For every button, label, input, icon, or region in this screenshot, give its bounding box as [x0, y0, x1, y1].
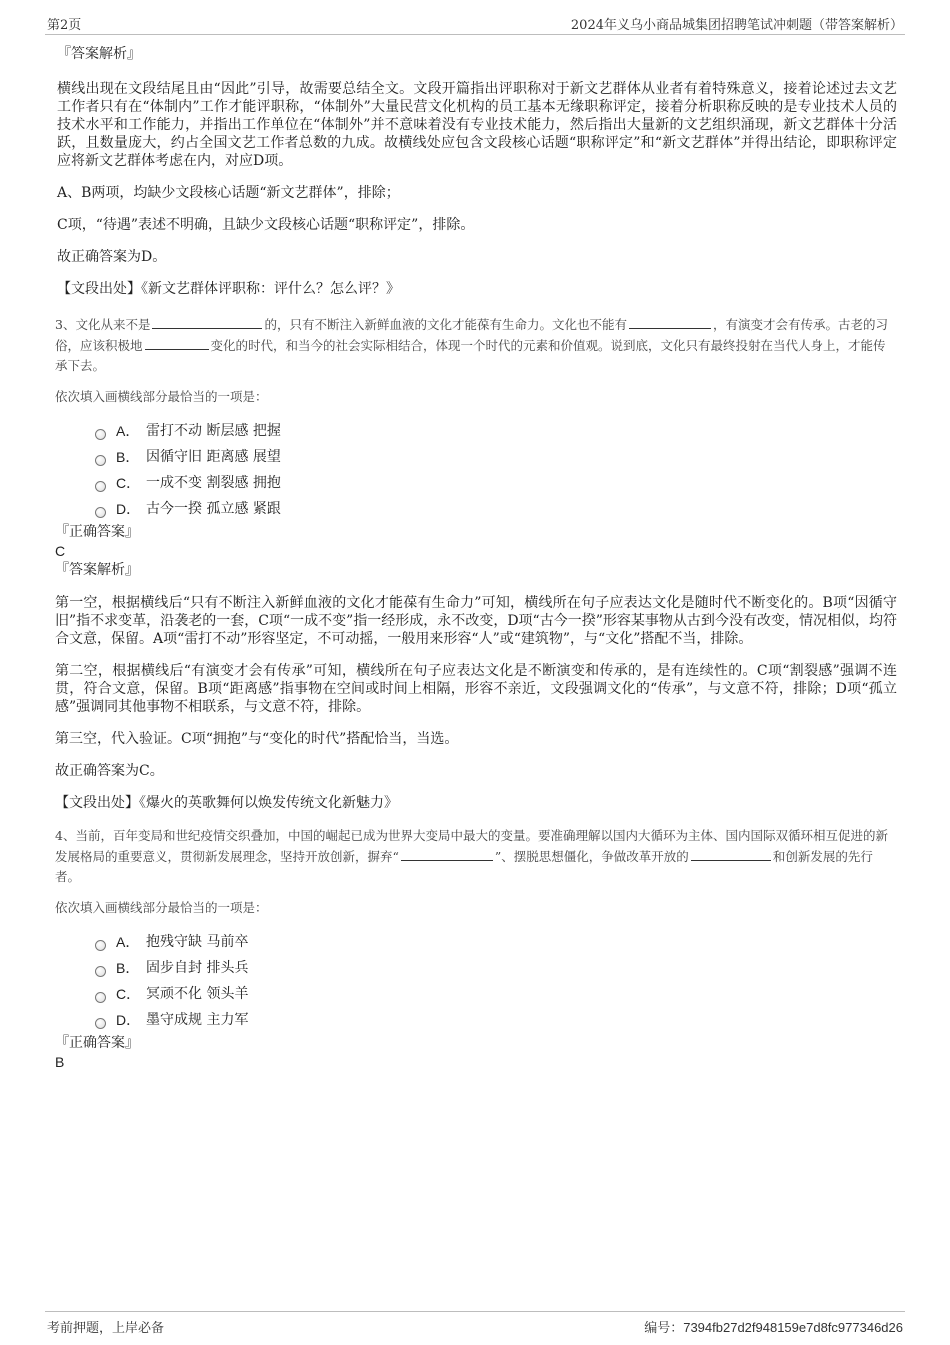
analysis-paragraph: 横线出现在文段结尾且由“因此”引导，故需要总结全文。文段开篇指出评职称对于新文艺群体从业者有着特殊意义，接着论述过去文艺工作者只有在“体制内”工作才能评职称，“体制外”大量民营文化机构的员工基本无缘职称评定，接着分析职称反映的是专业技术人员的技术水平和工作能力，并指出工作单位在“体制外”并不意味着没有专业技术能力，然后指出大量新的文艺组织涌现，新文艺群体十分活跃，且数量庞大，约占全国文艺工作者总数的九成。故横线处应包含文段核心话题“职称评定”和“新文艺群体”并得出结论，即职称评定应将新文艺群体考虑在内，对应D项。: [57, 81, 897, 169]
radio-button[interactable]: [95, 481, 106, 492]
analysis-tag: 『答案解析』: [55, 562, 139, 578]
question-stem: 3、文化从来不是 的，只有不断注入新鲜血液的文化才能葆有生命力。文化也不能有 ，有演变才会有传承。古老的习俗，应该积极地 变化的时代，和当今的社会实际相结合，体现一个时代的元素和价值观。说到底，文化只有最终投射在当代人身上，才能传承下去。: [55, 314, 897, 376]
document-title: 2024年义乌小商品城集团招聘笔试冲刺题（带答案解析）: [570, 18, 903, 33]
question-prompt: 依次填入画横线部分最恰当的一项是：: [55, 389, 268, 404]
radio-button[interactable]: [95, 966, 106, 977]
fill-blank: [691, 846, 771, 861]
question-3: [55, 314, 897, 812]
source-citation: 【文段出处】《新文艺群体评职称：评什么？怎么评？》: [57, 281, 400, 297]
question-4: [55, 826, 897, 1071]
option-b[interactable]: B． 因循守旧 距离感 展望: [95, 444, 897, 470]
option-d[interactable]: D． 墨守成规 主力军: [95, 1007, 897, 1033]
fill-blank: [145, 335, 209, 350]
page-footer: [45, 1311, 905, 1338]
radio-button[interactable]: [95, 429, 106, 440]
page-header: [45, 10, 905, 35]
analysis-paragraph: 第三空，代入验证。C项“拥抱”与“变化的时代”搭配恰当，当选。: [55, 731, 459, 747]
radio-button[interactable]: [95, 940, 106, 951]
answer-conclusion: 故正确答案为D。: [57, 249, 167, 265]
radio-button[interactable]: [95, 1018, 106, 1029]
correct-answer: C: [55, 543, 66, 559]
source-citation: 【文段出处】《爆火的英歌舞何以焕发传统文化新魅力》: [55, 795, 398, 811]
question-2-analysis: [57, 44, 897, 298]
fill-blank: [152, 314, 262, 329]
question-stem: 4、当前，百年变局和世纪疫情交织叠加，中国的崛起已成为世界大变局中最大的变量。要准确理解以国内大循环为主体、国内国际双循环相互促进的新发展格局的重要意义，贯彻新发展理念，坚持开放创新，摒弃“ ”、摆脱思想僵化，争做改革开放的 和创新发展的先行者。: [55, 828, 888, 884]
analysis-paragraph: C项，“待遇”表述不明确，且缺少文段核心话题“职称评定”，排除。: [57, 217, 475, 233]
option-d[interactable]: D． 古今一揆 孤立感 紧跟: [95, 496, 897, 522]
fill-blank: [629, 314, 711, 329]
radio-button[interactable]: [95, 507, 106, 518]
option-list: [95, 929, 897, 1033]
page-content: [57, 44, 897, 1071]
radio-button[interactable]: [95, 455, 106, 466]
option-c[interactable]: C． 冥顽不化 领头羊: [95, 981, 897, 1007]
analysis-tag: 『答案解析』: [57, 46, 141, 62]
document-code: 编号：7394fb27d2f948159e7d8fc977346d26: [644, 1320, 903, 1336]
radio-button[interactable]: [95, 992, 106, 1003]
fill-blank: [401, 846, 493, 861]
option-a[interactable]: A． 抱残守缺 马前卒: [95, 929, 897, 955]
option-a[interactable]: A． 雷打不动 断层感 把握: [95, 418, 897, 444]
question-prompt: 依次填入画横线部分最恰当的一项是：: [55, 900, 268, 915]
analysis-paragraph: 第一空，根据横线后“只有不断注入新鲜血液的文化才能葆有生命力”可知，横线所在句子应表达文化是随时代不断变化的。B项“因循守旧”指不求变革，沿袭老的一套，C项“一成不变”指一经形成，永不改变，D项“古今一揆”形容某事物从古到今没有改变，情况相似，均符合文意，保留。A项“雷打不动”形容坚定，不可动摇，一般用来形容“人”或“建筑物”，与“文化”搭配不当，排除。: [55, 595, 897, 647]
correct-answer-tag: 『正确答案』: [55, 524, 139, 540]
answer-conclusion: 故正确答案为C。: [55, 763, 164, 779]
analysis-paragraph: 第二空，根据横线后“有演变才会有传承”可知，横线所在句子应表达文化是不断演变和传承的，是有连续性的。C项“割裂感”强调不连贯，符合文意，保留。B项“距离感”指事物在空间或时间上相隔，形容不亲近，文段强调文化的“传承”，与文意不符，排除；D项“孤立感”强调同其他事物不相联系，与文意不符，排除。: [55, 663, 897, 715]
analysis-paragraph: A、B两项，均缺少文段核心话题“新文艺群体”，排除；: [57, 185, 400, 201]
page-number: 第2页: [47, 18, 82, 33]
option-b[interactable]: B． 固步自封 排头兵: [95, 955, 897, 981]
correct-answer: B: [55, 1054, 65, 1070]
footer-slogan: 考前押题，上岸必备: [47, 1321, 165, 1336]
option-list: [95, 418, 897, 522]
correct-answer-tag: 『正确答案』: [55, 1035, 139, 1051]
option-c[interactable]: C． 一成不变 割裂感 拥抱: [95, 470, 897, 496]
